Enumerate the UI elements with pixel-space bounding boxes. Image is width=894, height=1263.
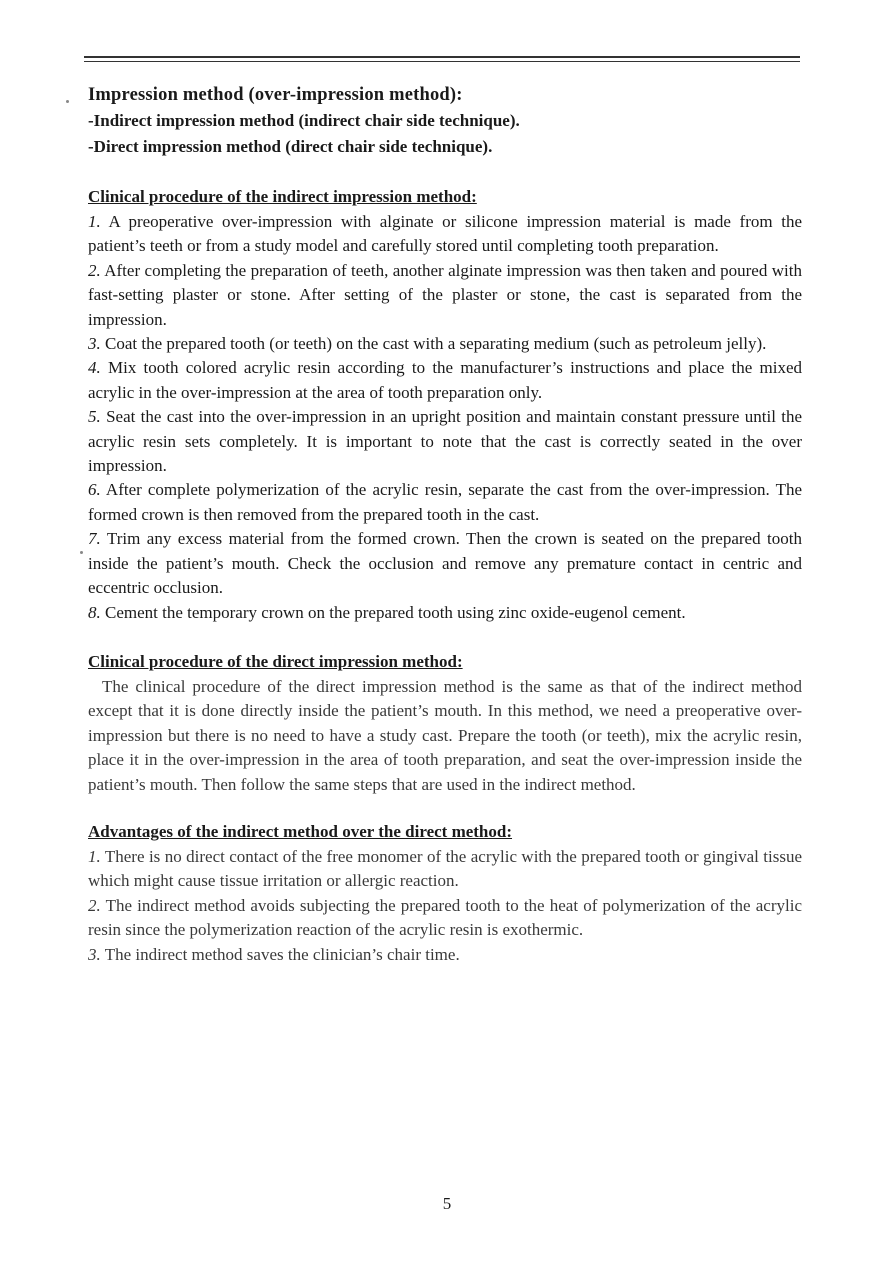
- document-page: [88, 82, 802, 967]
- step-text: After complete polymerization of the acrylic resin, separate the cast from the over-impression. The formed crown is then removed from the prepared tooth in the cast.: [88, 480, 802, 524]
- page-title: Impression method (over-impression method):: [88, 85, 463, 105]
- direct-section-heading: Clinical procedure of the direct impression method:: [88, 651, 463, 671]
- indirect-section-heading: Clinical procedure of the indirect impression method:: [88, 187, 477, 206]
- step-number: 6.: [88, 480, 101, 500]
- step-text: A preoperative over-impression with alginate or silicone impression material is made from the patient’s teeth or from a study model and carefully stored until completing tooth preparation.: [88, 212, 802, 256]
- step-text: Coat the prepared tooth (or teeth) on the cast with a separating medium (such as petroleum jelly).: [105, 334, 767, 354]
- scan-mark: [80, 551, 83, 554]
- indirect-step: [88, 601, 802, 625]
- advantage-item: [88, 943, 802, 967]
- item-number: 3.: [88, 944, 101, 964]
- step-text: Seat the cast into the over-impression in an upright position and maintain constant pressure until the acrylic resin sets completely. It is important to note that the cast is correctly seated in the over impression.: [88, 407, 802, 476]
- indirect-step: [88, 405, 802, 478]
- direct-section-paragraph: The clinical procedure of the direct impression method is the same as that of the indirect method except that it is done directly inside the patient’s mouth. In this method, we need a preoperative over-impression but there is no need to have a study cast. Prepare the tooth (or teeth), mix the acrylic resin, place it in the over-impression in the area of tooth preparation, and seat the over-impression inside the patient’s mouth. Then follow the same steps that are used in the indirect method.: [88, 676, 802, 794]
- spacer: [88, 625, 802, 649]
- step-number: 8.: [88, 602, 101, 622]
- step-number: 4.: [88, 358, 101, 378]
- step-text: After completing the preparation of teeth, another alginate impression was then taken and poured with fast-setting plaster or stone. After setting of the plaster or stone, the cast is separated from the impression.: [88, 260, 802, 329]
- advantage-item: [88, 894, 802, 943]
- scan-mark: [66, 100, 69, 103]
- step-text: Cement the temporary crown on the prepared tooth using zinc oxide-eugenol cement.: [105, 602, 686, 622]
- indirect-step: [88, 356, 802, 405]
- page-number: 5: [442, 1194, 452, 1213]
- top-rule-thin: [84, 61, 800, 62]
- intro-line-indirect: -Indirect impression method (indirect chair side technique).: [88, 111, 520, 130]
- item-text: The indirect method saves the clinician’s chair time.: [104, 944, 460, 964]
- step-number: 3.: [88, 334, 101, 354]
- step-number: 7.: [88, 529, 101, 549]
- intro-line-direct: -Direct impression method (direct chair side technique).: [88, 137, 493, 156]
- step-text: Mix tooth colored acrylic resin according to the manufacturer’s instructions and place the mixed acrylic in the over-impression at the area of tooth preparation only.: [88, 358, 803, 402]
- indirect-step: [88, 210, 802, 259]
- step-number: 5.: [88, 407, 101, 427]
- step-number: 1.: [88, 212, 101, 231]
- spacer: [88, 160, 802, 184]
- indirect-step: [88, 478, 802, 527]
- item-number: 1.: [88, 846, 101, 866]
- item-text: There is no direct contact of the free monomer of the acrylic with the prepared tooth or gingival tissue which might cause tissue irritation or allergic reaction.: [88, 846, 802, 891]
- indirect-step: [88, 259, 802, 332]
- advantage-item: [88, 845, 802, 894]
- item-number: 2.: [88, 895, 101, 915]
- top-rule: [84, 56, 800, 58]
- spacer: [88, 797, 802, 819]
- step-text: Trim any excess material from the formed crown. Then the crown is seated on the prepared tooth inside the patient’s mouth. Check the occlusion and remove any premature contact in centric and eccentric occlusion.: [88, 529, 802, 598]
- item-text: The indirect method avoids subjecting the prepared tooth to the heat of polymerization of the acrylic resin since the polymerization reaction of the acrylic resin is exothermic.: [88, 895, 802, 940]
- advantages-section-heading: Advantages of the indirect method over the direct method:: [88, 821, 513, 841]
- indirect-step: [88, 332, 802, 356]
- indirect-step: [88, 527, 802, 600]
- step-number: 2.: [88, 260, 101, 280]
